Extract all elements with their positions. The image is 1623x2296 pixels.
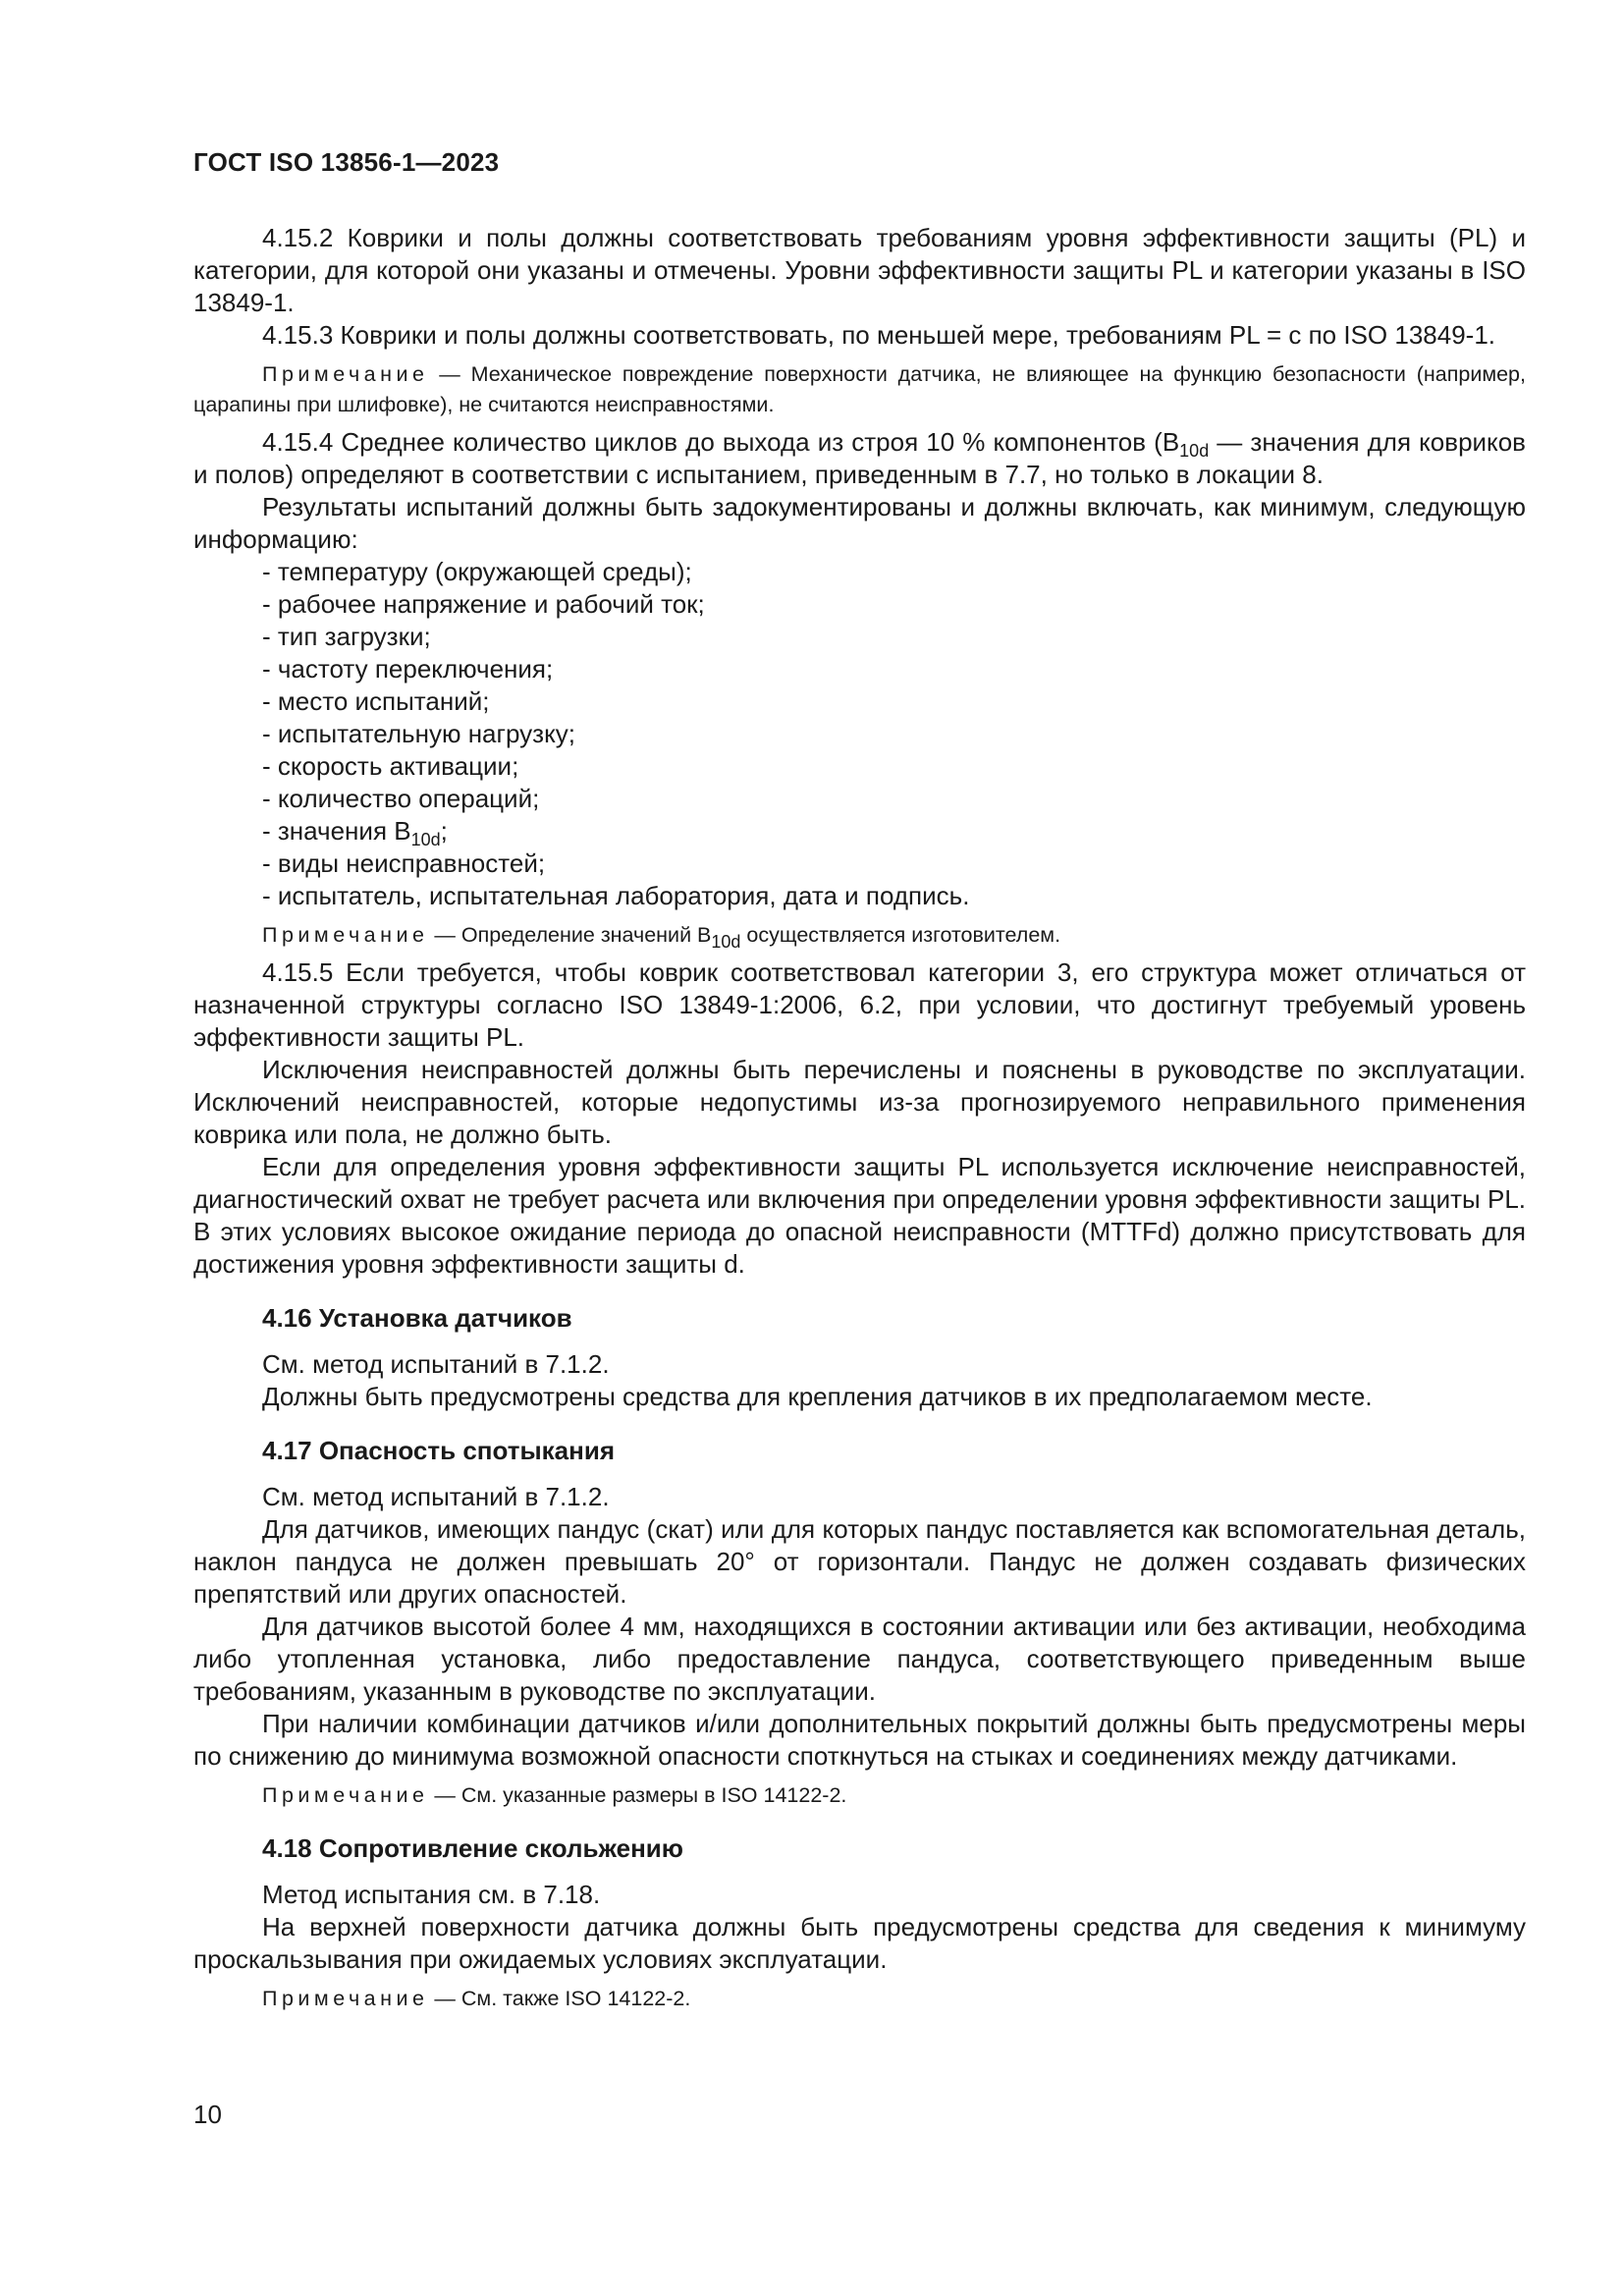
note-label: Примечание bbox=[262, 1783, 429, 1807]
list-item: - место испытаний; bbox=[262, 686, 490, 716]
list-item: - виды неисправностей; bbox=[262, 848, 546, 878]
list-item: - скорость активации; bbox=[262, 751, 519, 781]
paragraph-4-15-3: 4.15.3 Коврики и полы должны соответствовать, по меньшей мере, требованиям PL = с по ISO 13849-1. bbox=[262, 320, 1496, 350]
page-number: 10 bbox=[193, 2100, 222, 2129]
note-label: Примечание bbox=[262, 1987, 429, 2010]
paragraph: На верхней поверхности датчика должны быть предусмотрены средства для сведения к минимуму проскальзывания при ожидаемых условиях эксплуатации. bbox=[193, 1912, 1526, 1974]
section-4-16-heading: 4.16 Установка датчиков bbox=[262, 1303, 572, 1333]
paragraph-diagnostic-coverage: Если для определения уровня эффективности защиты PL используется исключение неисправностей, диагностический охват не требует расчета или включения при определении уровня эффективности защиты PL. В этих условиях высокое ожидание периода до опасной неисправности (MTTFd) должно присутствовать для достижения уровня эффективности защиты d. bbox=[193, 1152, 1526, 1279]
paragraph: См. метод испытаний в 7.1.2. bbox=[262, 1349, 610, 1379]
results-list bbox=[193, 556, 1526, 912]
paragraph-fault-exclusions: Исключения неисправностей должны быть перечислены и пояснены в руководстве по эксплуатации. Исключений неисправностей, которые недопустимы из-за прогнозируемого неправильного применения коврика или пола, не должно быть. bbox=[193, 1055, 1526, 1149]
note-2: Примечание — Определение значений $B_{10d}$ осуществляется изготовителем. bbox=[262, 923, 1061, 952]
list-item: - температуру (окружающей среды); bbox=[262, 557, 692, 586]
note-label: Примечание bbox=[262, 362, 429, 386]
paragraph: Для датчиков высотой более 4 мм, находящихся в состоянии активации или без активации, необходима либо утопленная установка, либо предоставление пандуса, соответствующего приведенным выше требованиям, указанным в руководстве по эксплуатации. bbox=[193, 1612, 1526, 1706]
note-4: Примечание — См. также ISO 14122-2. bbox=[262, 1987, 691, 2010]
note-3: Примечание — См. указанные размеры в ISO 14122-2. bbox=[262, 1783, 847, 1807]
note-1: Примечание — Механическое повреждение поверхности датчика, не влияющее на функцию безопасности (например, царапины при шлифовке), не считаются неисправностями. bbox=[193, 362, 1526, 416]
document-header: ГОСТ ISO 13856-1—2023 bbox=[193, 147, 500, 177]
paragraph-4-15-4: 4.15.4 Среднее количество циклов до выхода из строя 10 % компонентов ($B_{10d}$ — значения для ковриков и полов) определяют в соответствии с испытанием, приведенным в 7.7, но только в локации 8. bbox=[193, 427, 1526, 489]
section-4-17-heading: 4.17 Опасность спотыкания bbox=[262, 1436, 615, 1465]
paragraph: См. метод испытаний в 7.1.2. bbox=[262, 1482, 610, 1511]
list-item: - количество операций; bbox=[262, 784, 540, 813]
paragraph: Для датчиков, имеющих пандус (скат) или для которых пандус поставляется как вспомогательная деталь, наклон пандуса не должен превышать 20° от горизонтали. Пандус не должен создавать физических препятствий или других опасностей. bbox=[193, 1514, 1526, 1609]
paragraph: При наличии комбинации датчиков и/или дополнительных покрытий должны быть предусмотрены меры по снижению до минимума возможной опасности споткнуться на стыках и соединениях между датчиками. bbox=[193, 1709, 1526, 1771]
list-item: - тип загрузки; bbox=[262, 622, 431, 651]
list-item: - частоту переключения; bbox=[262, 654, 554, 683]
paragraph: Должны быть предусмотрены средства для крепления датчиков в их предполагаемом месте. bbox=[262, 1382, 1373, 1411]
list-item: - значения $B_{10d}$; bbox=[262, 816, 448, 849]
paragraph-4-15-5: 4.15.5 Если требуется, чтобы коврик соответствовал категории 3, его структура может отличаться от назначенной структуры согласно ISO 13849-1:2006, 6.2, при условии, что достигнут требуемый уровень эффективности защиты PL. bbox=[193, 957, 1526, 1052]
note-label: Примечание bbox=[262, 923, 429, 947]
paragraph-results: Результаты испытаний должны быть задокументированы и должны включать, как минимум, следующую информацию: bbox=[193, 492, 1526, 554]
document-body bbox=[193, 222, 1526, 2020]
paragraph-4-15-2: 4.15.2 Коврики и полы должны соответствовать требованиям уровня эффективности защиты (PL) и категории, для которой они указаны и отмечены. Уровни эффективности защиты PL и категории указаны в ISO 13849-1. bbox=[193, 223, 1526, 317]
section-4-18-heading: 4.18 Сопротивление скольжению bbox=[262, 1833, 683, 1863]
list-item: - испытатель, испытательная лаборатория, дата и подпись. bbox=[262, 881, 970, 910]
paragraph: Метод испытания см. в 7.18. bbox=[262, 1880, 601, 1909]
list-item: - рабочее напряжение и рабочий ток; bbox=[262, 589, 705, 619]
list-item: - испытательную нагрузку; bbox=[262, 719, 575, 748]
